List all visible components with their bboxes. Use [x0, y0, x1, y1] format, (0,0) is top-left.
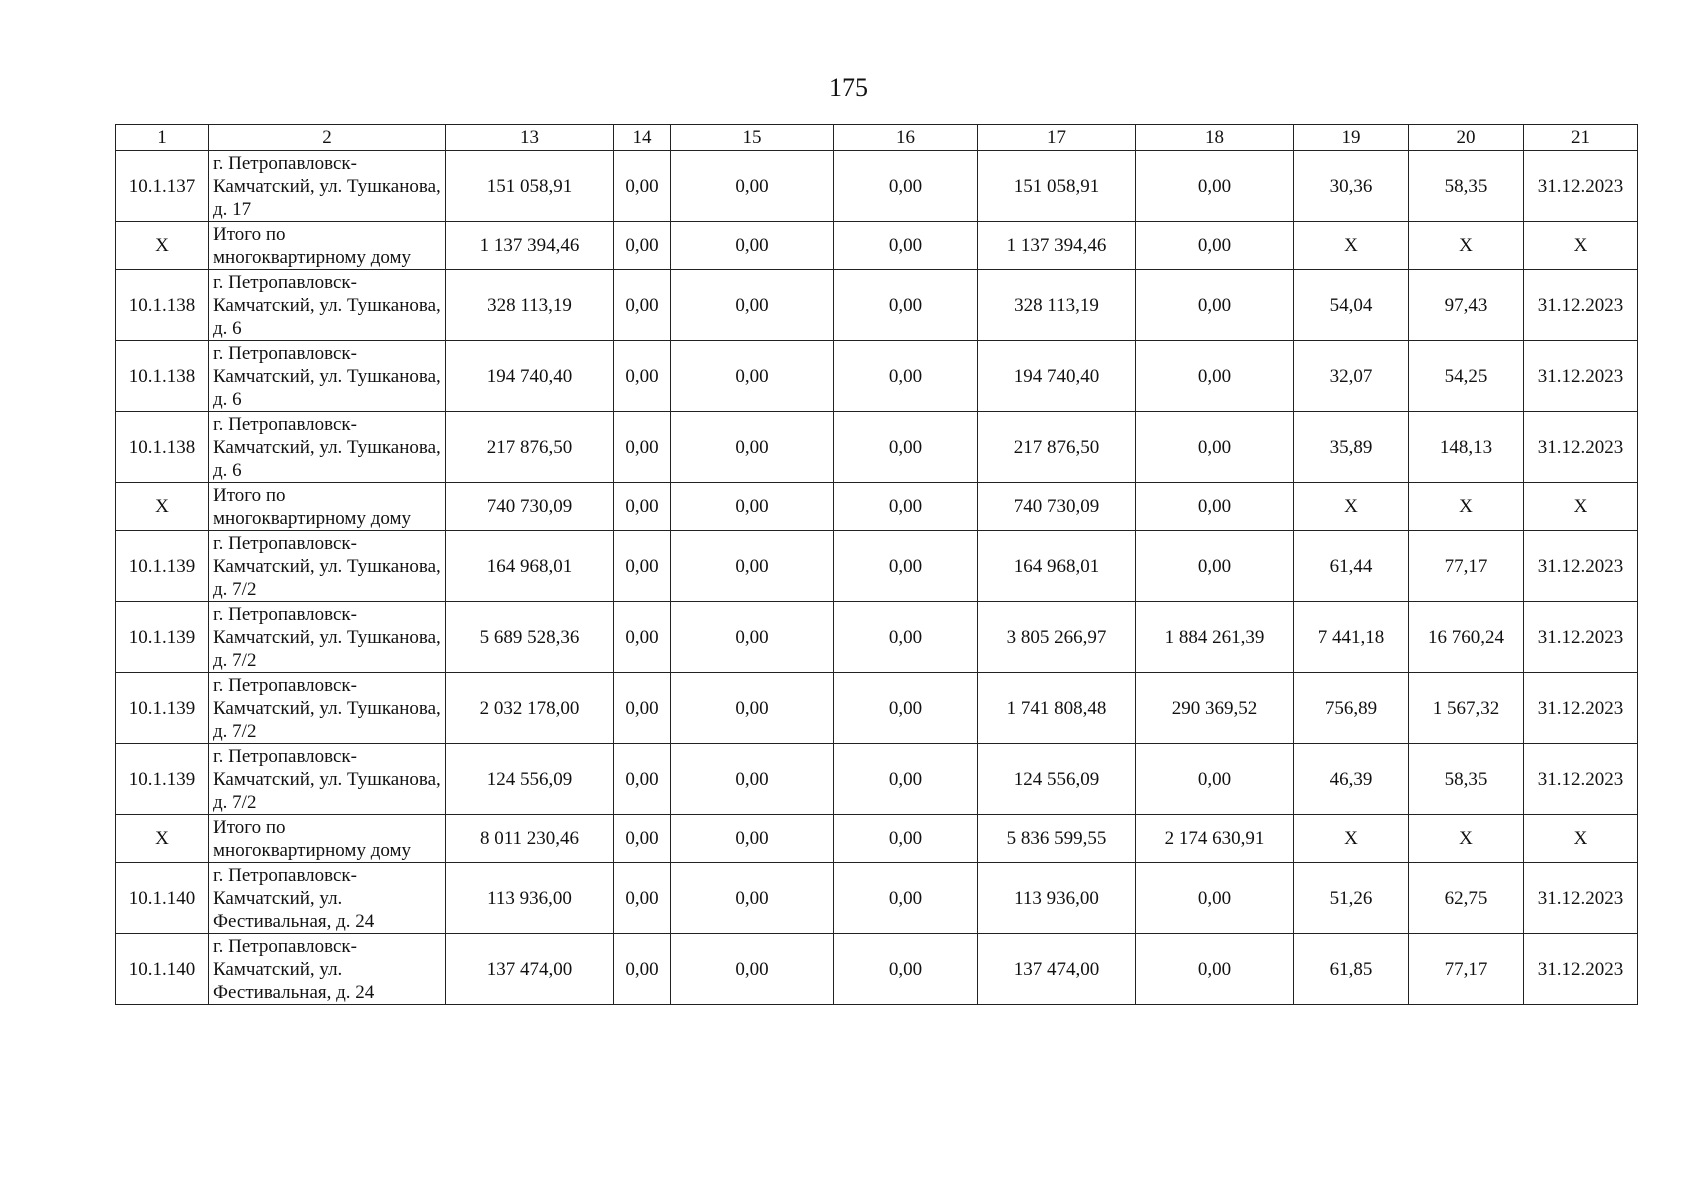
- col-15-cell: 0,00: [671, 863, 834, 934]
- table-row: [116, 602, 1638, 673]
- col-14-cell: 0,00: [614, 412, 671, 483]
- col-17-cell: 3 805 266,97: [978, 602, 1136, 673]
- col-19-cell: 7 441,18: [1294, 602, 1409, 673]
- col-15-cell: 0,00: [671, 531, 834, 602]
- col-14-cell: 0,00: [614, 151, 671, 222]
- col-13-cell: 194 740,40: [446, 341, 614, 412]
- total-row: [116, 815, 1638, 863]
- column-header: 19: [1294, 125, 1409, 151]
- col-15-cell: 0,00: [671, 270, 834, 341]
- col-13-cell: 2 032 178,00: [446, 673, 614, 744]
- col-20-cell: 16 760,24: [1409, 602, 1524, 673]
- col-16-cell: 0,00: [834, 341, 978, 412]
- item-number-cell: 10.1.139: [116, 602, 209, 673]
- total-row: [116, 222, 1638, 270]
- col-20-cell: X: [1409, 222, 1524, 270]
- col-14-cell: 0,00: [614, 531, 671, 602]
- column-header: 21: [1524, 125, 1638, 151]
- col-19-cell: 54,04: [1294, 270, 1409, 341]
- col-13-cell: 164 968,01: [446, 531, 614, 602]
- col-17-cell: 328 113,19: [978, 270, 1136, 341]
- col-19-cell: 61,44: [1294, 531, 1409, 602]
- address-cell: г. Петропавловск-Камчатский, ул. Тушканова, д. 7/2: [209, 673, 446, 744]
- table-row: [116, 744, 1638, 815]
- column-header: 1: [116, 125, 209, 151]
- col-17-cell: 1 137 394,46: [978, 222, 1136, 270]
- address-cell: Итого по многоквартирному дому: [209, 483, 446, 531]
- col-20-cell: 77,17: [1409, 531, 1524, 602]
- col-18-cell: 0,00: [1136, 151, 1294, 222]
- col-16-cell: 0,00: [834, 531, 978, 602]
- col-14-cell: 0,00: [614, 744, 671, 815]
- table-row: [116, 270, 1638, 341]
- col-17-cell: 217 876,50: [978, 412, 1136, 483]
- col-19-cell: 51,26: [1294, 863, 1409, 934]
- item-number-cell: 10.1.140: [116, 934, 209, 1005]
- col-15-cell: 0,00: [671, 483, 834, 531]
- deadline-cell: 31.12.2023: [1524, 151, 1638, 222]
- col-18-cell: 0,00: [1136, 744, 1294, 815]
- col-16-cell: 0,00: [834, 483, 978, 531]
- address-cell: г. Петропавловск-Камчатский, ул. Тушканова, д. 6: [209, 341, 446, 412]
- col-18-cell: 0,00: [1136, 412, 1294, 483]
- col-17-cell: 137 474,00: [978, 934, 1136, 1005]
- col-18-cell: 0,00: [1136, 531, 1294, 602]
- col-18-cell: 0,00: [1136, 483, 1294, 531]
- total-row: [116, 483, 1638, 531]
- col-13-cell: 113 936,00: [446, 863, 614, 934]
- col-15-cell: 0,00: [671, 934, 834, 1005]
- address-cell: Итого по многоквартирному дому: [209, 222, 446, 270]
- col-19-cell: 46,39: [1294, 744, 1409, 815]
- deadline-cell: X: [1524, 222, 1638, 270]
- col-13-cell: 5 689 528,36: [446, 602, 614, 673]
- col-14-cell: 0,00: [614, 602, 671, 673]
- col-16-cell: 0,00: [834, 744, 978, 815]
- deadline-cell: 31.12.2023: [1524, 531, 1638, 602]
- deadline-cell: 31.12.2023: [1524, 412, 1638, 483]
- column-header: 17: [978, 125, 1136, 151]
- col-14-cell: 0,00: [614, 673, 671, 744]
- col-15-cell: 0,00: [671, 602, 834, 673]
- address-cell: г. Петропавловск-Камчатский, ул. Фестивальная, д. 24: [209, 934, 446, 1005]
- item-number-cell: 10.1.138: [116, 270, 209, 341]
- col-13-cell: 217 876,50: [446, 412, 614, 483]
- col-20-cell: 97,43: [1409, 270, 1524, 341]
- column-header: 2: [209, 125, 446, 151]
- deadline-cell: X: [1524, 815, 1638, 863]
- deadline-cell: 31.12.2023: [1524, 863, 1638, 934]
- deadline-cell: 31.12.2023: [1524, 270, 1638, 341]
- col-17-cell: 151 058,91: [978, 151, 1136, 222]
- item-number-cell: 10.1.139: [116, 744, 209, 815]
- col-20-cell: 58,35: [1409, 744, 1524, 815]
- item-number-cell: 10.1.138: [116, 341, 209, 412]
- col-19-cell: X: [1294, 222, 1409, 270]
- column-header: 15: [671, 125, 834, 151]
- col-20-cell: 58,35: [1409, 151, 1524, 222]
- deadline-cell: 31.12.2023: [1524, 934, 1638, 1005]
- table-row: [116, 863, 1638, 934]
- col-17-cell: 113 936,00: [978, 863, 1136, 934]
- col-17-cell: 164 968,01: [978, 531, 1136, 602]
- item-number-cell: 10.1.140: [116, 863, 209, 934]
- col-18-cell: 0,00: [1136, 270, 1294, 341]
- item-number-cell: 10.1.138: [116, 412, 209, 483]
- item-number-cell: X: [116, 222, 209, 270]
- table-header-row: [116, 125, 1638, 151]
- col-20-cell: 1 567,32: [1409, 673, 1524, 744]
- col-13-cell: 740 730,09: [446, 483, 614, 531]
- col-16-cell: 0,00: [834, 602, 978, 673]
- col-18-cell: 290 369,52: [1136, 673, 1294, 744]
- col-15-cell: 0,00: [671, 673, 834, 744]
- col-18-cell: 1 884 261,39: [1136, 602, 1294, 673]
- deadline-cell: 31.12.2023: [1524, 341, 1638, 412]
- table-row: [116, 151, 1638, 222]
- col-14-cell: 0,00: [614, 815, 671, 863]
- col-17-cell: 740 730,09: [978, 483, 1136, 531]
- col-20-cell: 54,25: [1409, 341, 1524, 412]
- deadline-cell: 31.12.2023: [1524, 744, 1638, 815]
- column-header: 20: [1409, 125, 1524, 151]
- table-row: [116, 531, 1638, 602]
- address-cell: г. Петропавловск-Камчатский, ул. Тушканова, д. 6: [209, 412, 446, 483]
- col-18-cell: 0,00: [1136, 863, 1294, 934]
- col-20-cell: 77,17: [1409, 934, 1524, 1005]
- col-15-cell: 0,00: [671, 222, 834, 270]
- column-header: 18: [1136, 125, 1294, 151]
- address-cell: г. Петропавловск-Камчатский, ул. Тушканова, д. 17: [209, 151, 446, 222]
- col-15-cell: 0,00: [671, 744, 834, 815]
- address-cell: г. Петропавловск-Камчатский, ул. Тушканова, д. 6: [209, 270, 446, 341]
- col-15-cell: 0,00: [671, 412, 834, 483]
- col-18-cell: 0,00: [1136, 222, 1294, 270]
- col-20-cell: X: [1409, 815, 1524, 863]
- deadline-cell: 31.12.2023: [1524, 673, 1638, 744]
- col-13-cell: 328 113,19: [446, 270, 614, 341]
- col-14-cell: 0,00: [614, 863, 671, 934]
- col-19-cell: X: [1294, 815, 1409, 863]
- col-13-cell: 1 137 394,46: [446, 222, 614, 270]
- col-17-cell: 194 740,40: [978, 341, 1136, 412]
- column-header: 13: [446, 125, 614, 151]
- col-16-cell: 0,00: [834, 151, 978, 222]
- column-header: 14: [614, 125, 671, 151]
- col-18-cell: 0,00: [1136, 934, 1294, 1005]
- deadline-cell: 31.12.2023: [1524, 602, 1638, 673]
- col-14-cell: 0,00: [614, 222, 671, 270]
- address-cell: г. Петропавловск-Камчатский, ул. Тушканова, д. 7/2: [209, 744, 446, 815]
- item-number-cell: X: [116, 815, 209, 863]
- col-16-cell: 0,00: [834, 863, 978, 934]
- col-16-cell: 0,00: [834, 815, 978, 863]
- col-13-cell: 8 011 230,46: [446, 815, 614, 863]
- col-14-cell: 0,00: [614, 341, 671, 412]
- col-16-cell: 0,00: [834, 412, 978, 483]
- deadline-cell: X: [1524, 483, 1638, 531]
- address-cell: Итого по многоквартирному дому: [209, 815, 446, 863]
- col-14-cell: 0,00: [614, 934, 671, 1005]
- col-19-cell: 32,07: [1294, 341, 1409, 412]
- col-19-cell: 35,89: [1294, 412, 1409, 483]
- col-17-cell: 5 836 599,55: [978, 815, 1136, 863]
- col-16-cell: 0,00: [834, 270, 978, 341]
- col-13-cell: 137 474,00: [446, 934, 614, 1005]
- table-row: [116, 934, 1638, 1005]
- table-row: [116, 412, 1638, 483]
- col-19-cell: X: [1294, 483, 1409, 531]
- col-19-cell: 61,85: [1294, 934, 1409, 1005]
- col-20-cell: 148,13: [1409, 412, 1524, 483]
- address-cell: г. Петропавловск-Камчатский, ул. Тушканова, д. 7/2: [209, 602, 446, 673]
- table-row: [116, 673, 1638, 744]
- col-20-cell: X: [1409, 483, 1524, 531]
- col-17-cell: 1 741 808,48: [978, 673, 1136, 744]
- col-18-cell: 2 174 630,91: [1136, 815, 1294, 863]
- col-13-cell: 151 058,91: [446, 151, 614, 222]
- item-number-cell: 10.1.137: [116, 151, 209, 222]
- col-15-cell: 0,00: [671, 341, 834, 412]
- data-table: [115, 124, 1638, 1005]
- col-14-cell: 0,00: [614, 483, 671, 531]
- col-19-cell: 756,89: [1294, 673, 1409, 744]
- address-cell: г. Петропавловск-Камчатский, ул. Тушканова, д. 7/2: [209, 531, 446, 602]
- item-number-cell: 10.1.139: [116, 673, 209, 744]
- table-row: [116, 341, 1638, 412]
- col-20-cell: 62,75: [1409, 863, 1524, 934]
- col-15-cell: 0,00: [671, 151, 834, 222]
- col-18-cell: 0,00: [1136, 341, 1294, 412]
- item-number-cell: 10.1.139: [116, 531, 209, 602]
- address-cell: г. Петропавловск-Камчатский, ул. Фестивальная, д. 24: [209, 863, 446, 934]
- col-19-cell: 30,36: [1294, 151, 1409, 222]
- col-16-cell: 0,00: [834, 673, 978, 744]
- col-16-cell: 0,00: [834, 934, 978, 1005]
- column-header: 16: [834, 125, 978, 151]
- col-16-cell: 0,00: [834, 222, 978, 270]
- item-number-cell: X: [116, 483, 209, 531]
- col-13-cell: 124 556,09: [446, 744, 614, 815]
- page-number: 175: [829, 73, 868, 102]
- col-15-cell: 0,00: [671, 815, 834, 863]
- col-17-cell: 124 556,09: [978, 744, 1136, 815]
- col-14-cell: 0,00: [614, 270, 671, 341]
